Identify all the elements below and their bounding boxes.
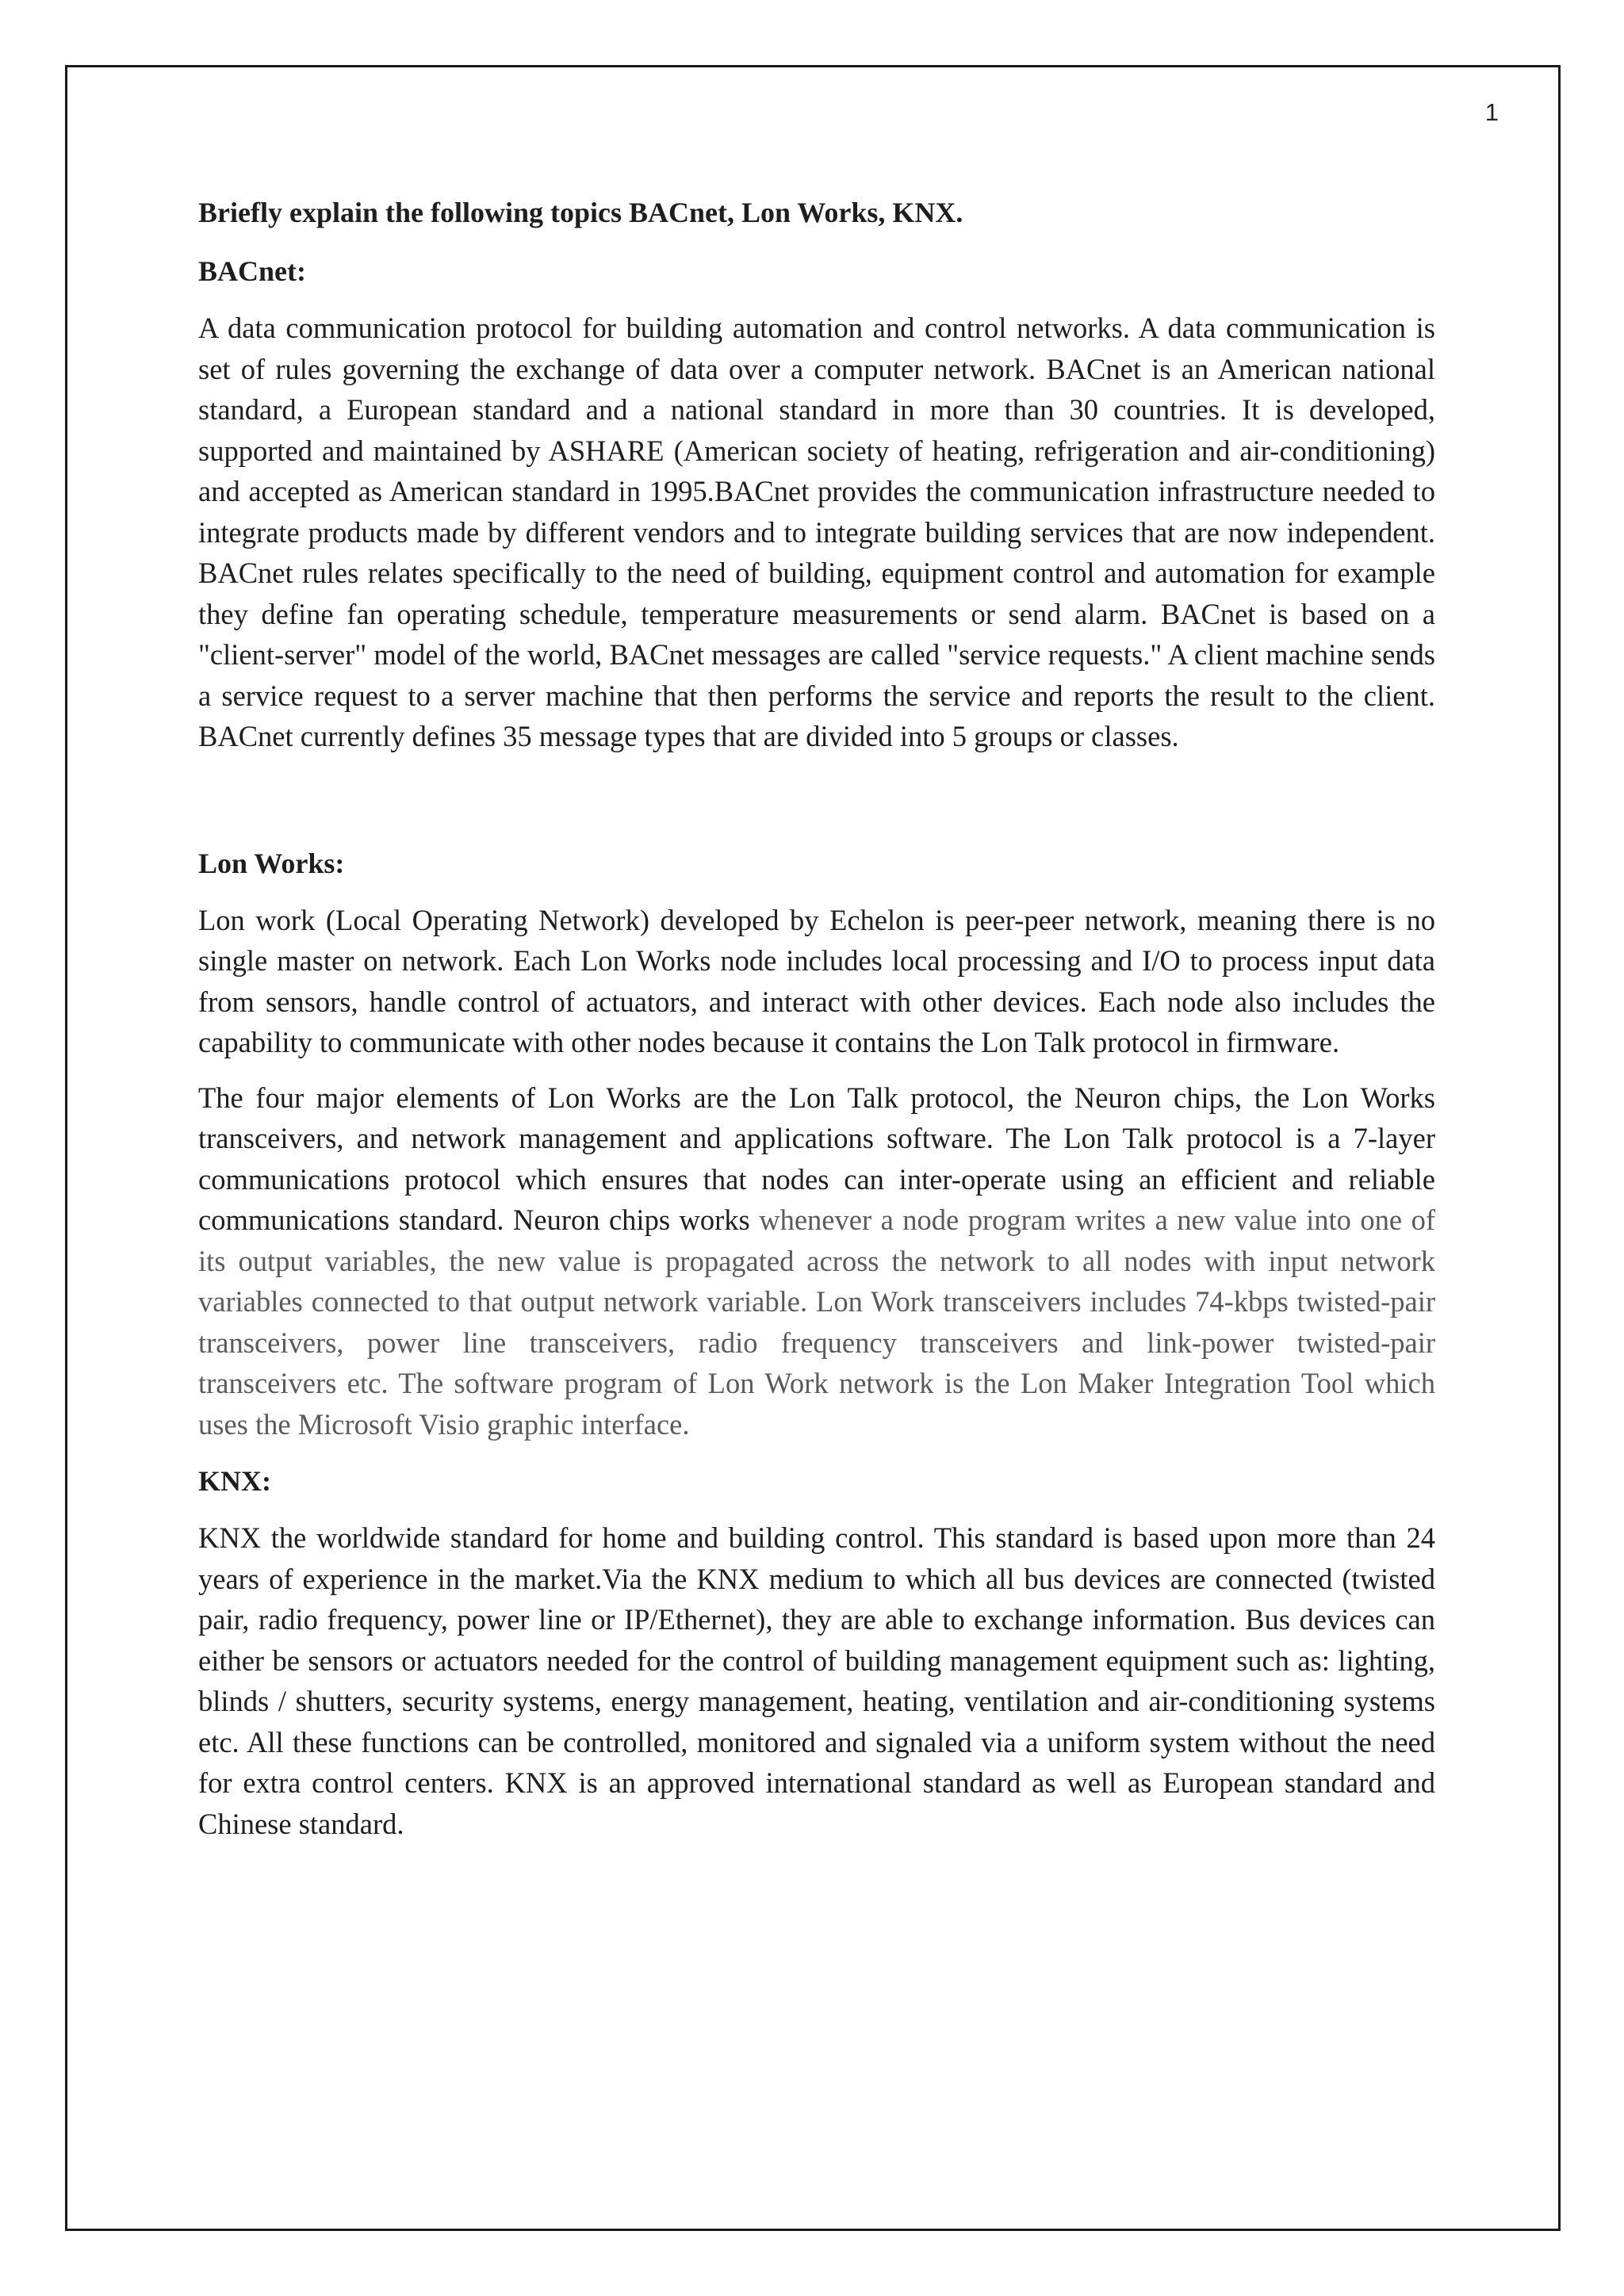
- section-heading-lonworks: Lon Works:: [198, 847, 345, 879]
- section-gap: [198, 771, 1435, 841]
- document-title: Briefly explain the following topics BACnet, Lon Works, KNX.: [198, 197, 963, 228]
- page-number: 1: [1484, 98, 1499, 126]
- section-heading-bacnet: BACnet:: [198, 255, 306, 287]
- paragraph-lonworks-1: Lon work (Local Operating Network) developed by Echelon is peer-peer network, meaning there is no single master on network. Each Lon Works node includes local processing and I/O to process input data from sensors, handle control of actuators, and interact with other devices. Each node also includes the capability to communicate with other nodes because it contains the Lon Talk protocol in firmware.: [198, 903, 1435, 1058]
- paragraph-lonworks-2-part-a: The four major elements of Lon Works are the Lon Talk protocol, the Neuron chips, the Lon Works transceivers, and network management and applications software. The Lon Talk protocol is a 7-layer communications protocol which ensures that nodes can inter-operate using an efficient and reliable communications standard. Neuron chips works: [198, 1081, 1435, 1236]
- document-body: [198, 190, 1435, 1858]
- section-heading-knx: KNX:: [198, 1465, 271, 1497]
- paragraph-lonworks-2-part-b: whenever a node program writes a new value into one of its output variables, the new value is propagated across the network to all nodes with input network variables connected to that output network variable. Lon Work transceivers includes 74-kbps twisted-pair transceivers, power line transceivers, radio frequency transceivers and link-power twisted-pair transceivers etc. The software program of Lon Work network is the Lon Maker Integration Tool which uses the Microsoft Visio graphic interface.: [198, 1203, 1436, 1441]
- paragraph-knx: KNX the worldwide standard for home and building control. This standard is based upon more than 24 years of experience in the market.Via the KNX medium to which all bus devices are connected (twisted pair, radio frequency, power line or IP/Ethernet), they are able to exchange information. Bus devices can either be sensors or actuators needed for the control of building management equipment such as: lighting, blinds / shutters, security systems, energy management, heating, ventilation and air-conditioning systems etc. All these functions can be controlled, monitored and signaled via a uniform system without the need for extra control centers. KNX is an approved international standard as well as European standard and Chinese standard.: [198, 1521, 1435, 1840]
- paragraph-lonworks-2: [198, 1077, 1435, 1445]
- paragraph-bacnet: A data communication protocol for building automation and control networks. A data communication is set of rules governing the exchange of data over a computer network. BACnet is an American national standard, a European standard and a national standard in more than 30 countries. It is developed, supported and maintained by ASHARE (American society of heating, refrigeration and air-conditioning) and accepted as American standard in 1995.BACnet provides the communication infrastructure needed to integrate products made by different vendors and to integrate building services that are now independent. BACnet rules relates specifically to the need of building, equipment control and automation for example they define fan operating schedule, temperature measurements or send alarm. BACnet is based on a "client-server" model of the world, BACnet messages are called "service requests." A client machine sends a service request to a server machine that then performs the service and reports the result to the client. BACnet currently defines 35 message types that are divided into 5 groups or classes.: [198, 312, 1435, 752]
